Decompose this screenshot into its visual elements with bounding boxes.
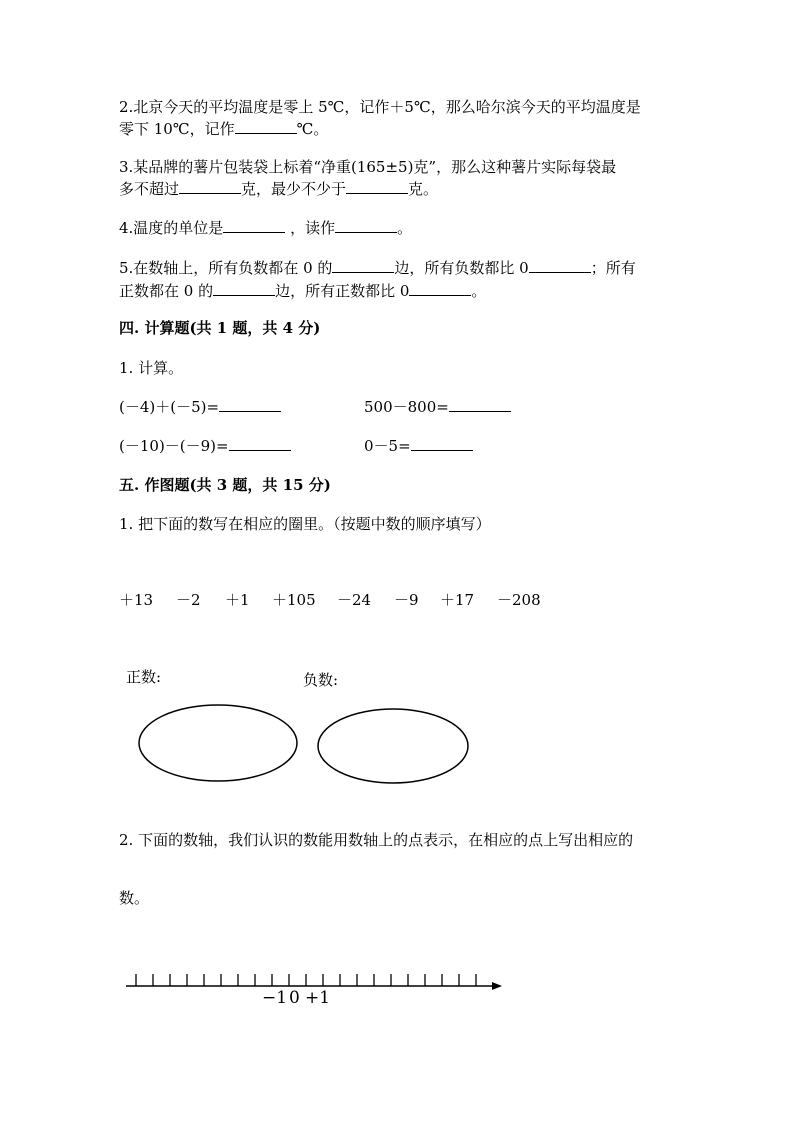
number-item: ＋17	[440, 591, 475, 609]
q2-text-b: ℃。	[296, 120, 329, 138]
axis-label-zero: 0	[289, 988, 300, 1008]
axis-label-minus-one: −1	[262, 988, 288, 1008]
q3-text-c: 克。	[408, 180, 439, 198]
q3-text-a: 多不超过	[119, 180, 180, 198]
section4-q1: 1. 计算。	[119, 359, 184, 377]
q4-text-a: 4.温度的单位是	[119, 219, 224, 237]
number-item: ＋105	[272, 591, 316, 609]
calc-expr-3-text: (－10)－(－9)=	[119, 437, 229, 455]
section5-q2-line2: 数。	[119, 889, 150, 907]
number-item: －208	[497, 591, 541, 609]
q4-text-b: ，读作	[290, 219, 336, 237]
positive-label: 正数:	[126, 668, 162, 686]
q5-text-a: 5.在数轴上，所有负数都在 0 的	[119, 259, 333, 277]
number-item: －9	[394, 591, 419, 609]
number-item: －24	[337, 591, 372, 609]
q5-text-f: 。	[471, 282, 487, 300]
q5-text-d: 正数都在 0 的	[119, 282, 214, 300]
q3-text-b: 克，最少不少于	[241, 180, 347, 198]
q5-text-b: 边，所有负数都比 0	[394, 259, 529, 277]
q3-line1: 3.某品牌的薯片包装袋上标着“净重(165±5)克”，那么这种薯片实际每袋最	[119, 158, 617, 176]
number-line-arrow	[492, 982, 502, 990]
number-item: －2	[176, 591, 201, 609]
q2-line1: 2.北京今天的平均温度是零上 5℃，记作＋5℃，那么哈尔滨今天的平均温度是	[119, 98, 641, 116]
q4-text-c: 。	[397, 219, 413, 237]
section4-heading: 四. 计算题(共 1 题，共 4 分)	[119, 319, 321, 337]
section5-q1: 1. 把下面的数写在相应的圈里。（按题中数的顺序填写）	[119, 515, 491, 533]
q5-text-e: 边，所有正数都比 0	[275, 282, 410, 300]
number-item: ＋13	[119, 591, 154, 609]
calc-expr-1-text: (－4)＋(－5)=	[119, 398, 220, 416]
calc-expr-2-text: 500－800=	[364, 398, 449, 416]
number-item: ＋1	[225, 591, 250, 609]
axis-label-plus-one: +1	[305, 988, 331, 1008]
section5-heading: 五. 作图题(共 3 题，共 15 分)	[119, 476, 331, 494]
q2-text-a: 零下 10℃，记作	[119, 120, 235, 138]
positive-circle[interactable]	[139, 705, 297, 781]
negative-label: 负数:	[303, 671, 339, 689]
calc-expr-4-text: 0－5=	[364, 437, 411, 455]
section5-q2-line1: 2. 下面的数轴，我们认识的数能用数轴上的点表示，在相应的点上写出相应的	[119, 831, 634, 849]
negative-circle[interactable]	[318, 709, 468, 783]
q5-text-c: ；所有	[590, 259, 636, 277]
